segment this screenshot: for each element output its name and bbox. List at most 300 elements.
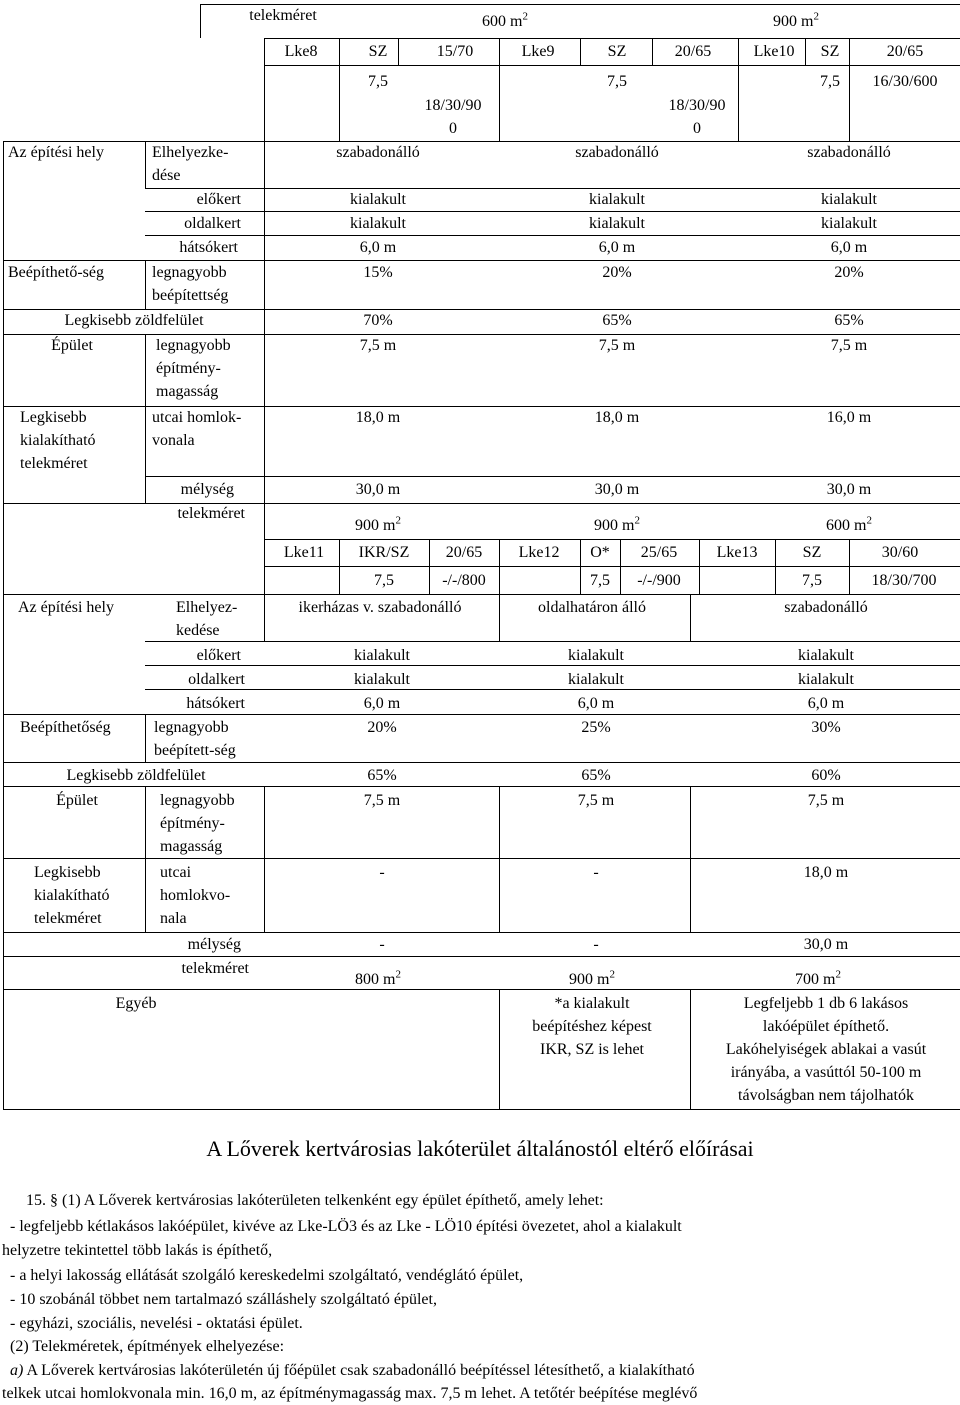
cell-text: 900 m bbox=[594, 517, 635, 534]
cell-t1-oldalkert bbox=[184, 212, 241, 235]
cell-t2-epulet bbox=[56, 789, 98, 812]
cell-text: 20% bbox=[367, 719, 397, 736]
table2-hline bbox=[3, 956, 960, 957]
cell-text: Lke11 bbox=[283, 544, 325, 561]
cell-text: hátsókert bbox=[186, 695, 245, 712]
cell-text: 7,5 bbox=[374, 572, 394, 589]
table1-vline bbox=[398, 38, 399, 65]
cell-t1-beep-3 bbox=[834, 261, 863, 284]
cell-t1-zold-3 bbox=[834, 309, 863, 332]
cell-t2-hatsokert bbox=[186, 692, 245, 715]
cell-text: Épület bbox=[51, 337, 93, 354]
cell-text: 25% bbox=[581, 719, 611, 736]
cell-t1-18-30-90-a bbox=[425, 94, 482, 140]
cell-t1-mag-2 bbox=[599, 334, 635, 357]
table1-vline bbox=[145, 141, 146, 188]
paragraph-line: - legfeljebb kétlakásos lakóépület, kivéve az Lke-LÖ3 és az Lke - LÖ10 építési övezetet, ahol a kialakult bbox=[10, 1218, 682, 1235]
cell-t2-900 bbox=[637, 569, 681, 592]
section-heading: A Lőverek kertvárosias lakóterület általánostól eltérő előírásai bbox=[206, 1136, 754, 1161]
cell-text: 30,0 m bbox=[826, 481, 872, 498]
cell-t2-egyeb-2 bbox=[532, 992, 652, 1061]
cell-text: SZ bbox=[607, 43, 627, 60]
table2-vline bbox=[264, 786, 265, 932]
cell-t2-oldalkert-2 bbox=[568, 668, 624, 691]
cell-t2-mag-2 bbox=[578, 789, 614, 812]
cell-text: legnagyobb építmény- magasság bbox=[160, 792, 235, 855]
cell-text: 20% bbox=[602, 264, 632, 281]
paragraph-line bbox=[10, 1359, 695, 1382]
cell-text: 900 m bbox=[569, 971, 610, 988]
cell-text: Legkisebb kialakítható telekméret bbox=[20, 409, 96, 472]
cell-text: 6,0 m bbox=[807, 695, 845, 712]
table2-hline bbox=[3, 858, 960, 859]
cell-text: oldalkert bbox=[188, 671, 245, 688]
cell-text: 18/30/90 0 bbox=[668, 97, 726, 137]
cell-t1-oldalkert-1 bbox=[350, 212, 406, 235]
cell-t2-oldalkert-3 bbox=[798, 668, 854, 691]
cell-t2-mely-2 bbox=[593, 933, 598, 956]
superscript: 2 bbox=[835, 968, 841, 981]
superscript: 2 bbox=[395, 968, 401, 981]
cell-text: kialakult bbox=[568, 647, 624, 664]
table2-vline bbox=[3, 594, 4, 1109]
cell-t2-75-b bbox=[590, 569, 610, 592]
table2-hline bbox=[3, 594, 960, 595]
table1-vline bbox=[699, 539, 700, 594]
cell-t2-sz bbox=[803, 541, 822, 564]
superscript: 2 bbox=[634, 514, 640, 527]
cell-text: legnagyobb beépítettség bbox=[152, 264, 229, 304]
cell-t1-oldalkert-3 bbox=[821, 212, 877, 235]
cell-text: kialakult bbox=[350, 215, 406, 232]
table2-vline bbox=[145, 714, 146, 762]
cell-text: 7,5 m bbox=[363, 792, 401, 809]
cell-t2-30-60 bbox=[882, 541, 918, 564]
cell-text: kialakult bbox=[798, 671, 854, 688]
cell-text: 7,5 m bbox=[598, 337, 636, 354]
table1-vline bbox=[264, 38, 265, 604]
cell-t1-lke9 bbox=[522, 40, 555, 63]
cell-t1-utcai-2 bbox=[595, 406, 639, 429]
cell-t2-legkisebb-telek bbox=[34, 861, 110, 930]
cell-t2-18-30-700 bbox=[872, 569, 937, 592]
cell-t2-melyseg bbox=[188, 933, 241, 956]
table1-hline bbox=[3, 334, 960, 335]
table1-hline bbox=[145, 476, 960, 477]
cell-text: 18/30/700 bbox=[871, 572, 937, 589]
cell-t2-lke13 bbox=[717, 541, 758, 564]
cell-t2-tm-2 bbox=[569, 968, 615, 991]
cell-t1-beepithetoseg bbox=[8, 261, 104, 284]
cell-t2-hatsokert-3 bbox=[808, 692, 844, 715]
cell-t2-20-65 bbox=[446, 541, 482, 564]
cell-t1-elh-1 bbox=[336, 141, 420, 164]
cell-t2-hatsokert-2 bbox=[578, 692, 614, 715]
cell-t1-utcai-1 bbox=[356, 406, 400, 429]
cell-t1-sz-b bbox=[608, 40, 627, 63]
cell-t1-elhelyezkedese bbox=[152, 141, 228, 187]
table2-vline bbox=[690, 786, 691, 932]
cell-t2-elokert-2 bbox=[568, 644, 624, 667]
cell-text: telekméret bbox=[177, 505, 245, 522]
superscript: 2 bbox=[395, 514, 401, 527]
table1-vline bbox=[200, 4, 201, 38]
table2-hline bbox=[3, 762, 960, 763]
cell-t2-beep-2 bbox=[581, 716, 610, 739]
paragraph-line: - 10 szobánál többet nem tartalmazó szálláshely szolgáltató épület, bbox=[10, 1291, 437, 1308]
paragraph-line: 15. § (1) A Lőverek kertvárosias lakóterületen telkenként egy épület építhető, amely lehet: bbox=[26, 1192, 604, 1209]
cell-text: 6,0 m bbox=[359, 239, 397, 256]
cell-t1-15-70 bbox=[437, 40, 473, 63]
superscript: 2 bbox=[813, 10, 819, 23]
cell-t1-sz-c bbox=[821, 40, 840, 63]
cell-t2-beepithetoseg bbox=[20, 716, 111, 739]
cell-t1-hatsokert-3 bbox=[831, 236, 867, 259]
cell-t2-epitesi-hely bbox=[18, 596, 114, 619]
cell-t1-epitesi-hely bbox=[8, 141, 104, 164]
cell-text: Beépíthetőség bbox=[20, 719, 111, 736]
cell-text: 20/65 bbox=[886, 43, 924, 60]
cell-text: telekméret bbox=[181, 960, 249, 977]
cell-t1-epulet bbox=[51, 334, 93, 357]
cell-t1-beep-1 bbox=[363, 261, 392, 284]
cell-text: IKR/SZ bbox=[358, 544, 410, 561]
cell-t1-hatsokert-1 bbox=[360, 236, 396, 259]
cell-text: 700 m bbox=[795, 971, 836, 988]
cell-t1-20-65-a bbox=[675, 40, 711, 63]
cell-text: 65% bbox=[581, 767, 611, 784]
cell-text: 6,0 m bbox=[598, 239, 636, 256]
cell-t1-elokert-1 bbox=[350, 188, 406, 211]
table1-hline bbox=[3, 260, 960, 261]
cell-text: 30/60 bbox=[881, 544, 919, 561]
table1-vline bbox=[429, 539, 430, 594]
cell-t2-mag-3 bbox=[808, 789, 844, 812]
cell-t1-utcai bbox=[152, 406, 241, 452]
cell-text: kialakult bbox=[821, 215, 877, 232]
cell-text: 18/30/90 0 bbox=[424, 97, 482, 137]
cell-t2-ikr-sz bbox=[359, 541, 410, 564]
cell-text: Elhelyez- kedése bbox=[176, 599, 238, 639]
cell-t1-utcai-3 bbox=[827, 406, 871, 429]
table1-vline bbox=[652, 38, 653, 65]
cell-text: 7,5 bbox=[607, 73, 627, 90]
table1-hline bbox=[264, 38, 960, 39]
cell-t2-75-a bbox=[374, 569, 394, 592]
cell-t2-mag-1 bbox=[364, 789, 400, 812]
cell-text: 6,0 m bbox=[830, 239, 868, 256]
cell-t1-zold-1 bbox=[363, 309, 392, 332]
paragraph-line: (2) Telekméretek, építmények elhelyezése: bbox=[10, 1338, 285, 1355]
cell-text: 600 m bbox=[482, 13, 523, 30]
cell-text: 16,0 m bbox=[826, 409, 872, 426]
cell-text: 900 m bbox=[355, 517, 396, 534]
table1-hline bbox=[3, 503, 960, 504]
cell-t1-epitmenymagassag bbox=[156, 334, 231, 403]
cell-t1-sz-a bbox=[369, 40, 388, 63]
cell-t1-oldalkert-2 bbox=[589, 212, 645, 235]
cell-text: 25/65 bbox=[640, 544, 678, 561]
cell-t1-tm-2 bbox=[594, 514, 640, 537]
cell-text: 18,0 m bbox=[355, 409, 401, 426]
cell-text: 7,5 m bbox=[830, 337, 868, 354]
cell-text: kialakult bbox=[798, 647, 854, 664]
cell-text: szabadonálló bbox=[784, 599, 868, 616]
table1-hline bbox=[264, 65, 960, 66]
cell-t1-elokert-2 bbox=[589, 188, 645, 211]
cell-t2-elokert bbox=[197, 644, 241, 667]
cell-text: ikerházas v. szabadonálló bbox=[298, 599, 462, 616]
cell-t2-egyeb bbox=[116, 992, 157, 1015]
cell-t1-mag-1 bbox=[360, 334, 396, 357]
cell-t2-utcai-2 bbox=[593, 861, 598, 884]
cell-t2-tm-3 bbox=[795, 968, 841, 991]
table1-vline bbox=[580, 539, 581, 594]
cell-text: kialakult bbox=[821, 191, 877, 208]
cell-t1-75-a bbox=[368, 70, 388, 93]
cell-t1-elokert-3 bbox=[821, 188, 877, 211]
cell-t1-tm-1 bbox=[355, 514, 401, 537]
cell-text: mélység bbox=[180, 481, 234, 498]
cell-text: Lke10 bbox=[753, 43, 795, 60]
cell-text: 7,5 m bbox=[359, 337, 397, 354]
table2-hline bbox=[145, 641, 960, 642]
table2-vline bbox=[690, 594, 691, 641]
cell-text: 60% bbox=[811, 767, 841, 784]
cell-text: Legfeljebb 1 db 6 lakásos lakóépület építhető. Lakóhelyiségek ablakai a vasút irányába, a vasúttól 50-100 m távolságban nem tájolhatók bbox=[725, 995, 927, 1104]
cell-text: 900 m bbox=[773, 13, 814, 30]
cell-text: Legkisebb zöldfelület bbox=[64, 312, 204, 329]
cell-text: 20/65 bbox=[674, 43, 712, 60]
cell-text: SZ bbox=[802, 544, 822, 561]
cell-text: Lke13 bbox=[716, 544, 758, 561]
cell-t1-elh-2 bbox=[575, 141, 659, 164]
cell-t2-elh-3 bbox=[784, 596, 868, 619]
cell-t2-telekmeret bbox=[181, 957, 249, 980]
cell-t1-16-30-600 bbox=[873, 70, 938, 93]
cell-text: 30% bbox=[811, 719, 841, 736]
table1-vline bbox=[145, 260, 146, 309]
cell-text: - bbox=[379, 864, 385, 881]
cell-t1-telekmeret-2 bbox=[177, 502, 245, 525]
cell-t1-20-65-b bbox=[887, 40, 923, 63]
cell-text: 7,5 m bbox=[807, 792, 845, 809]
cell-text: Egyéb bbox=[115, 995, 157, 1012]
cell-text: 65% bbox=[834, 312, 864, 329]
table1-hline bbox=[3, 406, 960, 407]
cell-t2-oldalkert bbox=[188, 668, 245, 691]
cell-t2-elhelyezkedese bbox=[176, 596, 237, 642]
cell-text: szabadonálló bbox=[575, 144, 659, 161]
cell-t1-size-600 bbox=[482, 10, 528, 33]
cell-t1-lke8 bbox=[285, 40, 318, 63]
cell-text: 30,0 m bbox=[803, 936, 849, 953]
superscript: 2 bbox=[522, 10, 528, 23]
table2-vline bbox=[145, 786, 146, 932]
cell-t2-utcai bbox=[160, 861, 230, 930]
cell-text: kialakult bbox=[354, 671, 410, 688]
cell-text: kialakult bbox=[589, 191, 645, 208]
cell-text: kialakult bbox=[354, 647, 410, 664]
cell-text: kialakult bbox=[568, 671, 624, 688]
table1-hline bbox=[264, 566, 960, 567]
cell-text: 65% bbox=[367, 767, 397, 784]
cell-text: szabadonálló bbox=[336, 144, 420, 161]
table2-hline bbox=[3, 1109, 960, 1110]
table1-vline bbox=[580, 38, 581, 65]
cell-text: oldalkert bbox=[184, 215, 241, 232]
cell-t2-elokert-1 bbox=[354, 644, 410, 667]
cell-text: kialakult bbox=[589, 215, 645, 232]
cell-t2-tm-1 bbox=[355, 968, 401, 991]
cell-t1-hatsokert-2 bbox=[599, 236, 635, 259]
cell-text: utcai homlokvo- nala bbox=[160, 864, 231, 927]
table1-vline bbox=[499, 38, 500, 141]
table1-vline bbox=[339, 539, 340, 594]
cell-text: 7,5 bbox=[820, 73, 840, 90]
cell-text: 70% bbox=[363, 312, 393, 329]
cell-text: előkert bbox=[196, 191, 241, 208]
paragraph-line: telkek utcai homlokvonala min. 16,0 m, az építménymagasság max. 7,5 m lehet. A tetőtér beépítése meglévő bbox=[2, 1385, 698, 1402]
cell-t2-lke12 bbox=[519, 541, 560, 564]
cell-text: Épület bbox=[56, 792, 98, 809]
cell-text: mélység bbox=[187, 936, 241, 953]
cell-text: 7,5 m bbox=[577, 792, 615, 809]
cell-t2-epitmenymagassag bbox=[160, 789, 235, 858]
table1-vline bbox=[499, 539, 500, 594]
cell-t2-zold-2 bbox=[581, 764, 610, 787]
cell-t1-size-900 bbox=[773, 10, 819, 33]
paragraph-line: helyzetre tekintettel több lakás is építhető, bbox=[2, 1242, 273, 1259]
cell-t1-legkisebb-telek bbox=[20, 406, 96, 475]
cell-text: Lke9 bbox=[521, 43, 555, 60]
cell-text: Az építési hely bbox=[8, 144, 104, 161]
table2-vline bbox=[499, 989, 500, 1109]
cell-t1-18-30-90-b bbox=[669, 94, 726, 140]
cell-t1-75-c bbox=[820, 70, 840, 93]
cell-t2-hatsokert-1 bbox=[364, 692, 400, 715]
cell-text: 7,5 bbox=[368, 73, 388, 90]
cell-t2-oldalkert-1 bbox=[354, 668, 410, 691]
cell-text: Az építési hely bbox=[18, 599, 114, 616]
cell-t2-legnagyobb-beep bbox=[154, 716, 236, 762]
cell-t2-zold-1 bbox=[367, 764, 396, 787]
cell-text: szabadonálló bbox=[807, 144, 891, 161]
cell-text: Elhelyezke- dése bbox=[152, 144, 229, 184]
cell-text: 18,0 m bbox=[594, 409, 640, 426]
cell-text: utcai homlok- vonala bbox=[152, 409, 242, 449]
table1-vline bbox=[738, 38, 739, 141]
cell-text: 15/70 bbox=[436, 43, 474, 60]
cell-t1-elokert bbox=[197, 188, 241, 211]
table1-hline bbox=[264, 539, 960, 540]
cell-text: 65% bbox=[602, 312, 632, 329]
table1-vline bbox=[145, 406, 146, 503]
cell-t1-legnagyobb-beep bbox=[152, 261, 228, 307]
cell-text: legnagyobb építmény- magasság bbox=[156, 337, 231, 400]
cell-text: 16/30/600 bbox=[872, 73, 938, 90]
table2-vline bbox=[264, 594, 265, 641]
cell-text: 7,5 bbox=[590, 572, 610, 589]
cell-text: 6,0 m bbox=[577, 695, 615, 712]
cell-t2-elokert-3 bbox=[798, 644, 854, 667]
cell-text: 15% bbox=[363, 264, 393, 281]
cell-text: telekméret bbox=[249, 7, 317, 24]
cell-t2-elh-1 bbox=[299, 596, 462, 619]
table1-vline bbox=[849, 539, 850, 594]
cell-t1-mely-3 bbox=[827, 478, 871, 501]
cell-text: 30,0 m bbox=[594, 481, 640, 498]
cell-t2-beep-3 bbox=[811, 716, 840, 739]
cell-t1-hatsokert bbox=[179, 236, 238, 259]
cell-t2-mely-3 bbox=[804, 933, 848, 956]
cell-t1-mag-3 bbox=[831, 334, 867, 357]
cell-t2-zoldfelulet bbox=[66, 764, 205, 787]
cell-text: 6,0 m bbox=[363, 695, 401, 712]
cell-text: Lke12 bbox=[518, 544, 560, 561]
cell-t2-utcai-1 bbox=[379, 861, 384, 884]
table1-vline bbox=[849, 38, 850, 141]
cell-text: -/-/900 bbox=[637, 572, 681, 589]
cell-t2-lke11 bbox=[284, 541, 324, 564]
cell-text: Lke8 bbox=[284, 43, 318, 60]
cell-t1-mely-1 bbox=[356, 478, 400, 501]
cell-t2-mely-1 bbox=[379, 933, 384, 956]
cell-t2-utcai-3 bbox=[804, 861, 848, 884]
cell-t2-o-star bbox=[590, 541, 610, 564]
cell-text: 20/65 bbox=[445, 544, 483, 561]
superscript: 2 bbox=[609, 968, 615, 981]
cell-t1-75-b bbox=[607, 70, 627, 93]
table1-vline bbox=[775, 539, 776, 594]
cell-text: 18,0 m bbox=[803, 864, 849, 881]
table2-vline bbox=[690, 989, 691, 1109]
cell-text: O* bbox=[590, 544, 610, 561]
cell-text: 30,0 m bbox=[355, 481, 401, 498]
table1-vline bbox=[805, 38, 806, 65]
cell-text: 600 m bbox=[826, 517, 867, 534]
table1-vline bbox=[145, 334, 146, 406]
paragraph-text: A Lőverek kertvárosias lakóterületén új főépület csak szabadonálló beépítéssel létesíthető, a kialakítható bbox=[23, 1362, 695, 1379]
cell-text: 7,5 bbox=[802, 572, 822, 589]
cell-text: oldalhatáron álló bbox=[538, 599, 646, 616]
cell-text: Legkisebb zöldfelület bbox=[66, 767, 206, 784]
cell-text: SZ bbox=[368, 43, 388, 60]
cell-text: - bbox=[593, 936, 599, 953]
paragraph-line: - a helyi lakosság ellátását szolgáló kereskedelmi szolgáltató, vendéglátó épület, bbox=[10, 1267, 524, 1284]
cell-t1-zoldfelulet bbox=[64, 309, 203, 332]
cell-text: 800 m bbox=[355, 971, 396, 988]
cell-t2-75-c bbox=[802, 569, 822, 592]
cell-t1-melyseg bbox=[181, 478, 234, 501]
cell-t1-lke10 bbox=[754, 40, 795, 63]
cell-text: SZ bbox=[820, 43, 840, 60]
cell-t2-beep-1 bbox=[367, 716, 396, 739]
cell-text: hátsókert bbox=[179, 239, 238, 256]
cell-text: *a kialakult beépítéshez képest IKR, SZ is lehet bbox=[532, 995, 652, 1058]
cell-t1-mely-2 bbox=[595, 478, 639, 501]
cell-text: 20% bbox=[834, 264, 864, 281]
table1-vline bbox=[339, 38, 340, 141]
cell-t1-beep-2 bbox=[602, 261, 631, 284]
cell-t1-tm-3 bbox=[826, 514, 872, 537]
superscript: 2 bbox=[866, 514, 872, 527]
cell-t2-800 bbox=[442, 569, 486, 592]
cell-text: - bbox=[379, 936, 385, 953]
cell-text: Legkisebb kialakítható telekméret bbox=[34, 864, 110, 927]
cell-t1-zold-2 bbox=[602, 309, 631, 332]
cell-text: legnagyobb beépített-ség bbox=[154, 719, 236, 759]
